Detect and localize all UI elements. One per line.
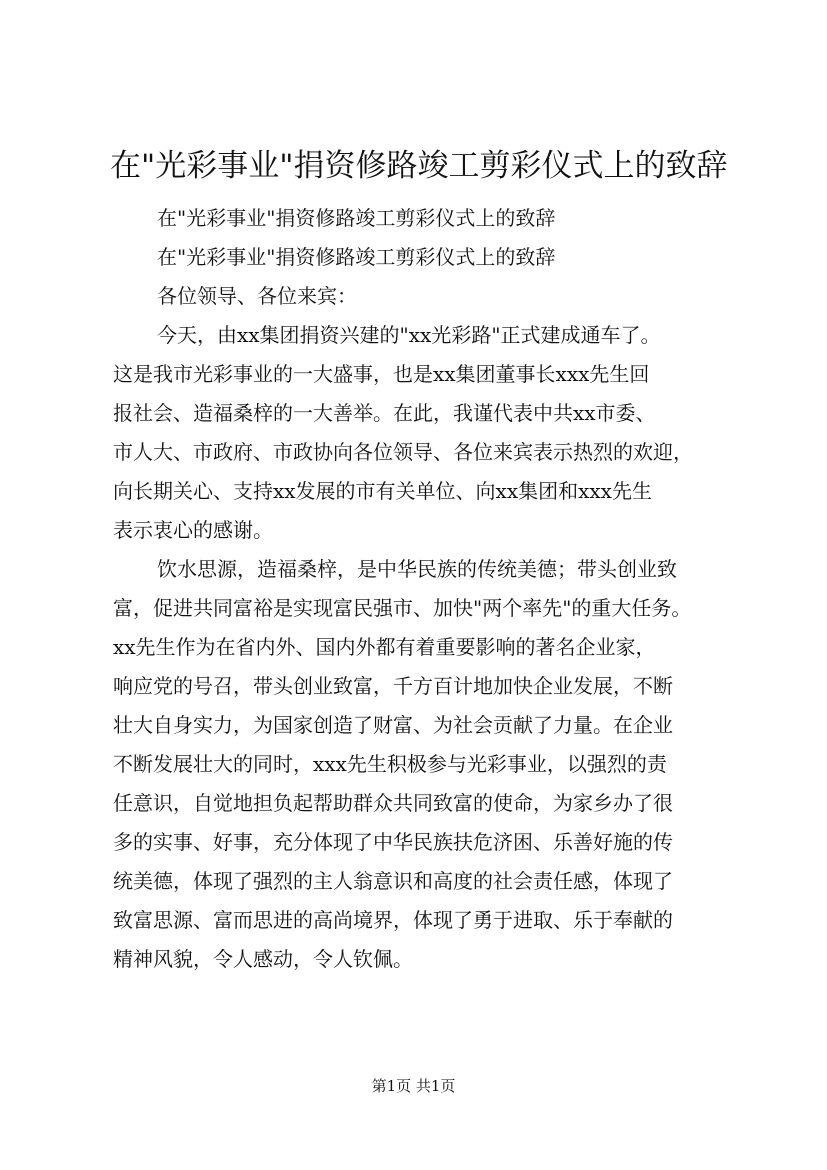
text-line: 在"光彩事业"捐资修路竣工剪彩仪式上的致辞 (157, 245, 556, 269)
text-line: 精神风貌，令人感动，令人钦佩。 (113, 947, 413, 971)
text-line: 多的实事、好事，充分体现了中华民族扶危济困、乐善好施的传 (113, 830, 673, 854)
text-line: 在"光彩事业"捐资修路竣工剪彩仪式上的致辞 (157, 206, 556, 230)
text-line: 响应党的号召，带头创业致富，千方百计地加快企业发展，不断 (113, 674, 673, 698)
text-line: 各位领导、各位来宾： (157, 284, 357, 308)
text-line: 致富思源、富而思进的高尚境界，体现了勇于进取、乐于奉献的 (113, 908, 673, 932)
text-line: 报社会、造福桑梓的一大善举。在此，我谨代表中共xx市委、 (113, 401, 656, 425)
text-line: 市人大、市政府、市政协向各位领导、各位来宾表示热烈的欢迎， (113, 440, 693, 464)
text-line: 富，促进共同富裕是实现富民强市、加快"两个率先"的重大任务。 (113, 596, 692, 620)
document-title: 在"光彩事业"捐资修路竣工剪彩仪式上的致辞 (110, 148, 728, 184)
text-line: 不断发展壮大的同时，xxx先生积极参与光彩事业，以强烈的责 (113, 752, 667, 776)
text-line: 向长期关心、支持xx发展的市有关单位、向xx集团和xxx先生 (113, 479, 652, 503)
text-line: 表示衷心的感谢。 (113, 518, 273, 542)
text-line: 统美德，体现了强烈的主人翁意识和高度的社会责任感，体现了 (113, 869, 673, 893)
text-line: 这是我市光彩事业的一大盛事，也是xx集团董事长xxx先生回 (113, 362, 650, 386)
document-body (113, 199, 743, 979)
text-line: 壮大自身实力，为国家创造了财富、为社会贡献了力量。在企业 (113, 713, 673, 737)
text-line: 饮水思源，造福桑梓，是中华民族的传统美德；带头创业致 (157, 557, 677, 581)
text-line: 任意识，自觉地担负起帮助群众共同致富的使命，为家乡办了很 (113, 791, 673, 815)
page-footer: 第1页 共1页 (371, 1077, 456, 1095)
text-line: 今天，由xx集团捐资兴建的"xx光彩路"正式建成通车了。 (157, 323, 661, 347)
text-line: xx先生作为在省内外、国内外都有着重要影响的著名企业家， (113, 635, 656, 659)
